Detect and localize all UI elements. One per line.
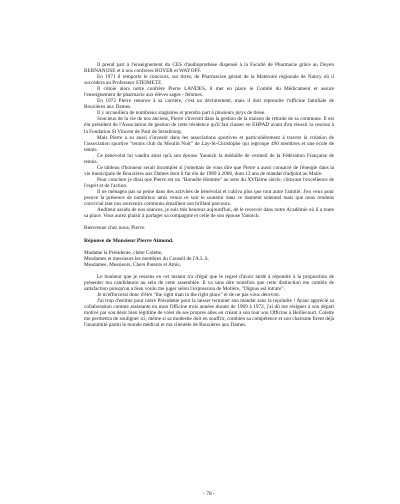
paragraph: En 1971 il remporte le concours, sur titres, de Pharmacien gérant de la Maternité régionale de Nancy où il succèdera au Professeur STEIMETZ. <box>84 74 334 87</box>
paragraph: Le bonheur que je ressens en cet instant n'a d'égal que le regret d'avoir tardé à répondre à la proposition de présenter ma candidature au sein de cette assemblée. Il va sans dire toutefois que cette distinction me comble de satisfaction puisqu'on a bien voulu me juger selon l'expression de Molière, "Dignus est intrare". <box>84 273 334 292</box>
salutation-line: Madame la Présidente, chère Colette, <box>84 249 163 256</box>
closing-line: Bienvenue chez nous, Pierre. <box>84 225 146 232</box>
paragraph: Auditeur assidu de nos séances, je suis très heureux aujourd'hui, de le recevoir dans notre Académie où il a toute sa place. Vous aurez plaisir à partager sa compagnie et celle de son épouse Yannick. <box>84 207 334 220</box>
paragraph: Ce tableau d'honneur serait incomplet si j'omettais de vous dire que Pierre a aussi consacré de l'énergie dans la vie municipale de Bouxières aux Dames dont il fut élu de 1989 à 2008, dont 13 ans de mandat d'adjoint au Maire. <box>84 164 334 177</box>
page-number: - 78 - <box>203 491 215 497</box>
paragraph: Il ne ménagea pas sa peine dans des activités de bénévolat et cultiva plus que tout autre l'amitié. J'en veux pour preuve la présence de nombreux amis venus ce soir le soutenir dans ce moment solennel mais que nous rendons convivial tant nos souvenirs communs émaillent son brillant parcours. <box>84 188 334 208</box>
paragraph: Mais Pierre a su aussi s'investir dans les associations sportives et particulièrement à travers la création de l'association sportive "tennis club du Moulin Noir" de Lay-St-Christophe qui regroupe 490 membres et une école de tennis. <box>84 134 334 153</box>
salutation-line: Mesdames, Messieurs, Chers Parents et Amis, <box>84 261 181 268</box>
paragraph: Ce bénévolat lui vaudra ainsi qu'à son épouse Yannick la médaille de vermeil de la Fédération Française de tennis. <box>84 152 334 165</box>
paragraph: Soucieux de la vie de nos anciens, Pierre s'investit dans la gestion de la maison de retraite de sa commune. Il est élu président de l'Association de gestion de cette résidence qu'il fait classer en EHPAD avant d'en réussir la cession à la Fondation St Vincent de Paul de Strasbourg. <box>84 116 334 135</box>
paragraph: Il prend part à l'enseignement du CES d'audioprothèse dispensé à la Faculté de Pharmacie grâce au Doyen BERNANOSE et à nos confrères BOYER et WAYOFF. <box>84 62 334 75</box>
salutation-block <box>84 250 334 268</box>
paragraph: Je m'efforcerai donc d'être "the right man in the right place" et de ne pas vous décevoir. <box>97 291 281 298</box>
paragraph: Pour conclure je dirai que Pierre est un "Honnête Homme" au sens du XVIIème siècle, côtoyant l'excellence de l'esprit et de l'action. <box>84 176 334 189</box>
section-heading: Réponse de Monsieur Pierre Aimond. <box>84 238 174 245</box>
paragraph: Il côtoie alors notre confrère Pierre LANDES, il met en place le Comité du Médicament et assure l'enseignement de pharmacie aux élèves sages - femmes. <box>84 86 334 99</box>
document-body <box>84 62 334 328</box>
salutation-line: Mesdames et messieurs les membres du Conseil de l'A.L.S. <box>84 255 210 262</box>
paragraph: En 1972 Pierre renonce à sa carrière, c'est un déchirement, mais il doit reprendre l'officine familiale de Bouxières aux Dames. <box>84 98 334 111</box>
paragraph: Il y accueillera de nombreux stagiaires et prendra part à plusieurs jurys de thèse. <box>97 110 266 117</box>
paragraph: J'ai trop d'estime pour notre Présidente pour la laisser terminer son mandat sans la rejoindre ! Ayant apprécié sa collaboration comme assistante en mon Officine trois années durant de 1969 à 1972, j'ai dû me résigner à son départ motivé par son désir bien légitime de voler de ses propres ailes en créant à son tour son Officine à Heillecourt. Colette me permettra de souligner ici, même si sa modestie doit en souffrir, combien sa compétence et son charisme firent déjà l'unanimité parmi le monde médical et ma clientèle de Bouxières aux Dames. <box>84 298 334 329</box>
